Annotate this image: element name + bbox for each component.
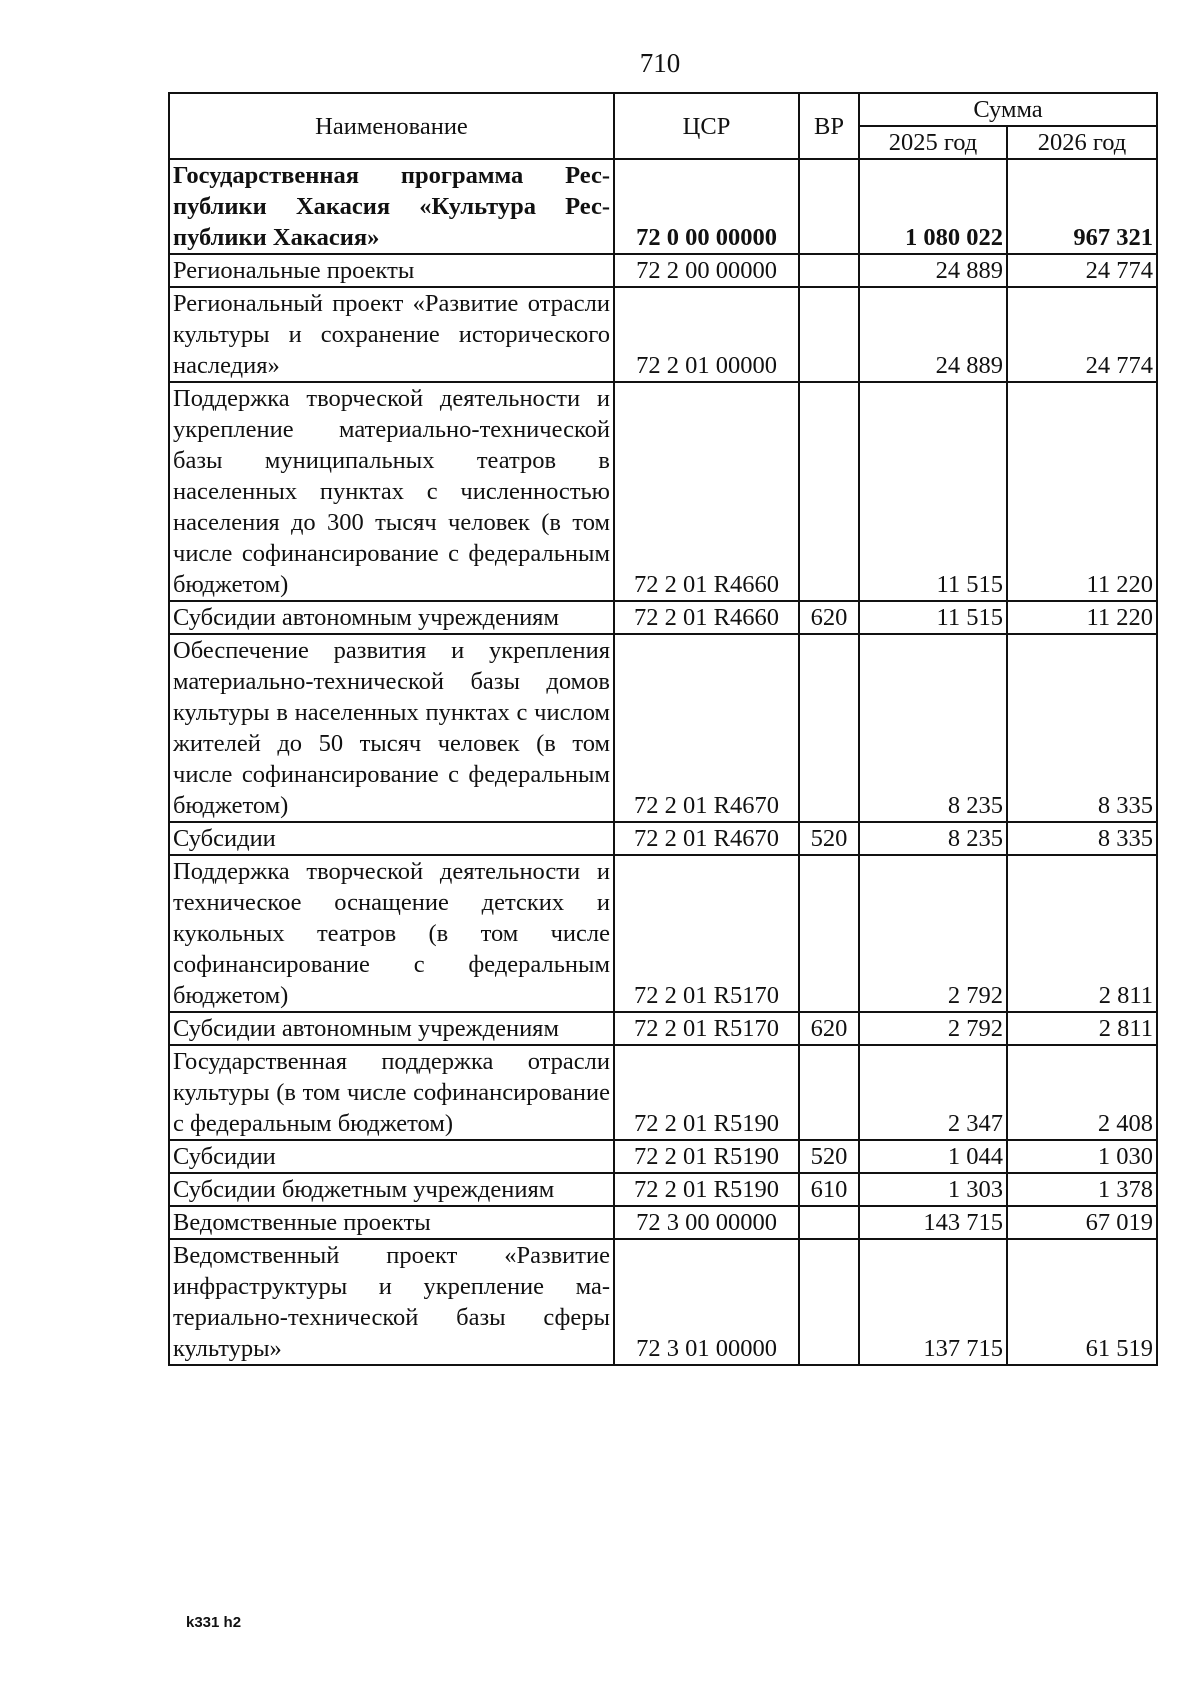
row-vr-cell — [799, 159, 859, 254]
row-vr-cell: 520 — [799, 822, 859, 855]
row-2025-cell: 11 515 — [859, 601, 1007, 634]
row-csr-cell: 72 2 00 00000 — [614, 254, 799, 287]
row-2025-cell: 1 303 — [859, 1173, 1007, 1206]
row-vr-cell — [799, 1239, 859, 1365]
row-2026-cell: 8 335 — [1007, 822, 1157, 855]
row-2026-cell: 67 019 — [1007, 1206, 1157, 1239]
header-year-2026: 2026 год — [1007, 126, 1157, 159]
row-csr-cell: 72 2 01 00000 — [614, 287, 799, 382]
row-2026-cell: 2 811 — [1007, 1012, 1157, 1045]
row-csr-cell: 72 2 01 R5190 — [614, 1140, 799, 1173]
row-2025-cell: 2 792 — [859, 1012, 1007, 1045]
row-vr-cell — [799, 1045, 859, 1140]
header-vr: ВР — [799, 93, 859, 159]
header-name: Наименование — [169, 93, 614, 159]
table-row — [169, 1012, 1157, 1045]
header-year-2025: 2025 год — [859, 126, 1007, 159]
row-2025-cell: 2 792 — [859, 855, 1007, 1012]
table-body — [169, 159, 1157, 1365]
row-2026-cell: 11 220 — [1007, 601, 1157, 634]
budget-table — [168, 92, 1158, 1366]
row-2025-cell: 2 347 — [859, 1045, 1007, 1140]
row-csr-cell: 72 2 01 R4670 — [614, 634, 799, 822]
row-csr-cell: 72 3 00 00000 — [614, 1206, 799, 1239]
row-name-cell: Поддержка творческой деятельности и укрепление материально-технической базы муниципальных театров в населенных пунктах с численностью населения до 300 тысяч человек (в том числе софинансирование с федеральным бюджетом) — [169, 382, 614, 601]
row-csr-cell: 72 2 01 R4670 — [614, 822, 799, 855]
row-csr-cell: 72 2 01 R4660 — [614, 601, 799, 634]
row-csr-cell: 72 2 01 R5170 — [614, 1012, 799, 1045]
row-vr-cell — [799, 254, 859, 287]
row-name-cell: Субсидии автономным учреждениям — [169, 601, 614, 634]
row-2025-cell: 1 044 — [859, 1140, 1007, 1173]
row-2025-cell: 24 889 — [859, 254, 1007, 287]
row-2026-cell: 24 774 — [1007, 254, 1157, 287]
table-row — [169, 634, 1157, 822]
table-row — [169, 1206, 1157, 1239]
row-vr-cell: 520 — [799, 1140, 859, 1173]
page-number: 710 — [639, 48, 681, 78]
row-2026-cell: 61 519 — [1007, 1239, 1157, 1365]
row-2026-cell: 8 335 — [1007, 634, 1157, 822]
row-2025-cell: 8 235 — [859, 822, 1007, 855]
row-2026-cell: 1 378 — [1007, 1173, 1157, 1206]
row-2026-cell: 967 321 — [1007, 159, 1157, 254]
row-csr-cell: 72 2 01 R5190 — [614, 1173, 799, 1206]
row-2025-cell: 143 715 — [859, 1206, 1007, 1239]
header-sum: Сумма — [859, 93, 1157, 126]
row-csr-cell: 72 2 01 R5170 — [614, 855, 799, 1012]
row-name-cell: Обеспечение развития и укрепления материально-технической базы домов культуры в населенных пунктах с числом жителей до 50 тысяч человек (в том числе софинансирование с федеральным бюджетом) — [169, 634, 614, 822]
row-vr-cell — [799, 855, 859, 1012]
row-name-cell: Региональные проекты — [169, 254, 614, 287]
row-csr-cell: 72 2 01 R5190 — [614, 1045, 799, 1140]
row-name-cell: Региональный проект «Развитие отрасли культуры и сохранение исторического наследия» — [169, 287, 614, 382]
row-vr-cell — [799, 382, 859, 601]
row-vr-cell — [799, 1206, 859, 1239]
table-row — [169, 601, 1157, 634]
row-2025-cell: 11 515 — [859, 382, 1007, 601]
table-row — [169, 1173, 1157, 1206]
table-row — [169, 1140, 1157, 1173]
row-csr-cell: 72 0 00 00000 — [614, 159, 799, 254]
table-row — [169, 159, 1157, 254]
row-2026-cell: 1 030 — [1007, 1140, 1157, 1173]
row-2025-cell: 1 080 022 — [859, 159, 1007, 254]
row-name-cell: Государственная поддержка отрасли культуры (в том числе софинансирование с федеральным бюджетом) — [169, 1045, 614, 1140]
table-row — [169, 855, 1157, 1012]
row-name-cell: Субсидии автономным учреждениям — [169, 1012, 614, 1045]
table-header — [169, 93, 1157, 159]
row-name-cell: Государственная программа Республики Хакасия «Культура Республики Хакасия» — [169, 159, 614, 254]
row-name-cell: Поддержка творческой деятельности и техническое оснащение детских и кукольных театров (в том числе софинансирование с федеральным бюджетом) — [169, 855, 614, 1012]
row-name-cell: Субсидии — [169, 822, 614, 855]
row-2026-cell: 11 220 — [1007, 382, 1157, 601]
table-row — [169, 254, 1157, 287]
row-vr-cell — [799, 287, 859, 382]
row-2025-cell: 24 889 — [859, 287, 1007, 382]
table-row — [169, 1045, 1157, 1140]
row-2025-cell: 8 235 — [859, 634, 1007, 822]
table-row — [169, 822, 1157, 855]
row-vr-cell: 620 — [799, 601, 859, 634]
row-name-cell: Ведомственный проект «Развитие инфраструктуры и укрепление материально-технической базы сферы культуры» — [169, 1239, 614, 1365]
row-name-cell: Субсидии бюджетным учреждениям — [169, 1173, 614, 1206]
row-vr-cell: 620 — [799, 1012, 859, 1045]
table-row — [169, 287, 1157, 382]
row-name-cell: Субсидии — [169, 1140, 614, 1173]
header-csr: ЦСР — [614, 93, 799, 159]
row-name-cell: Ведомственные проекты — [169, 1206, 614, 1239]
row-2025-cell: 137 715 — [859, 1239, 1007, 1365]
row-2026-cell: 2 811 — [1007, 855, 1157, 1012]
row-csr-cell: 72 3 01 00000 — [614, 1239, 799, 1365]
row-csr-cell: 72 2 01 R4660 — [614, 382, 799, 601]
row-vr-cell — [799, 634, 859, 822]
footer-code: k331 h2 — [186, 1614, 242, 1631]
row-2026-cell: 2 408 — [1007, 1045, 1157, 1140]
row-2026-cell: 24 774 — [1007, 287, 1157, 382]
row-vr-cell: 610 — [799, 1173, 859, 1206]
table-row — [169, 382, 1157, 601]
table-row — [169, 1239, 1157, 1365]
